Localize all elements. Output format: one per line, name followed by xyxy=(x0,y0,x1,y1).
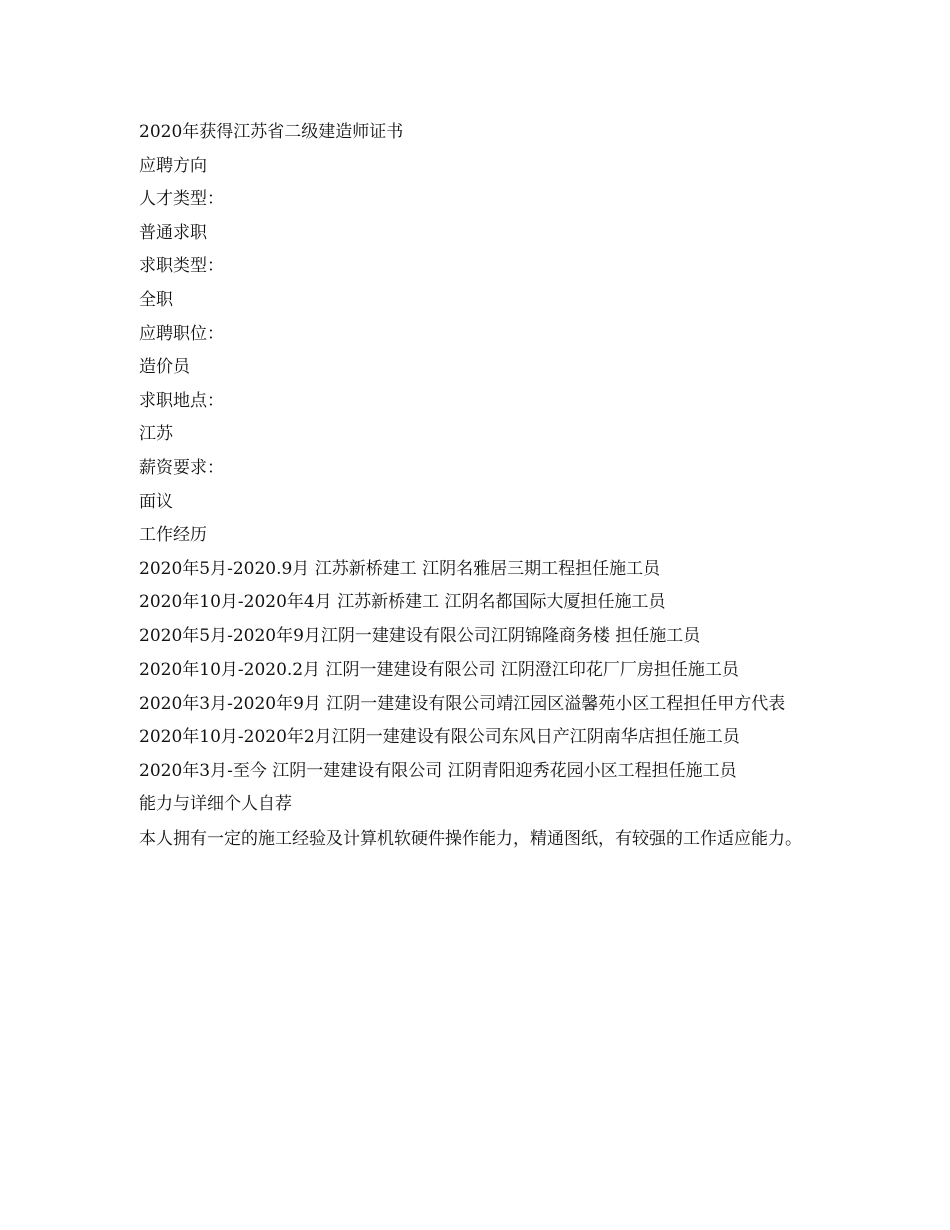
talent-type-label: 人才类型： xyxy=(139,189,224,210)
work-experience-item: 2020年5月-2020.9月 江苏新桥建工 江阴名雅居三期工程担任施工员 xyxy=(139,558,661,579)
section-heading-self-recommendation: 能力与详细个人自荐 xyxy=(139,794,292,815)
section-heading-work-experience: 工作经历 xyxy=(139,525,207,546)
job-type-label: 求职类型： xyxy=(139,256,224,277)
work-experience-item: 2020年3月-2020年9月 江阴一建建设有限公司靖江园区溢馨苑小区工程担任甲方代表 xyxy=(139,694,786,715)
work-experience-item: 2020年5月-2020年9月江阴一建建设有限公司江阴锦隆商务楼 担任施工员 xyxy=(139,625,701,646)
position-value: 造价员 xyxy=(139,357,190,378)
job-type-value: 全职 xyxy=(139,289,173,310)
work-experience-item: 2020年3月-至今 江阴一建建设有限公司 江阴青阳迎秀花园小区工程担任施工员 xyxy=(139,760,737,781)
work-experience-item: 2020年10月-2020年2月江阴一建建设有限公司东风日产江阴南华店担任施工员 xyxy=(139,727,740,748)
work-experience-item: 2020年10月-2020.2月 江阴一建建设有限公司 江阴澄江印花厂厂房担任施工员 xyxy=(139,659,739,680)
talent-type-value: 普通求职 xyxy=(139,222,207,243)
location-label: 求职地点： xyxy=(139,390,224,411)
salary-value: 面议 xyxy=(139,491,173,512)
certificate-line: 2020年获得江苏省二级建造师证书 xyxy=(139,122,404,142)
document-body xyxy=(139,116,829,856)
work-experience-item: 2020年10月-2020年4月 江苏新桥建工 江阴名都国际大厦担任施工员 xyxy=(139,592,666,613)
self-recommendation-text: 本人拥有一定的施工经验及计算机软硬件操作能力，精通图纸，有较强的工作适应能力。 xyxy=(139,828,802,849)
salary-label: 薪资要求： xyxy=(139,457,224,478)
position-label: 应聘职位： xyxy=(139,323,224,344)
section-heading-application-direction: 应聘方向 xyxy=(139,155,207,176)
location-value: 江苏 xyxy=(139,424,173,445)
